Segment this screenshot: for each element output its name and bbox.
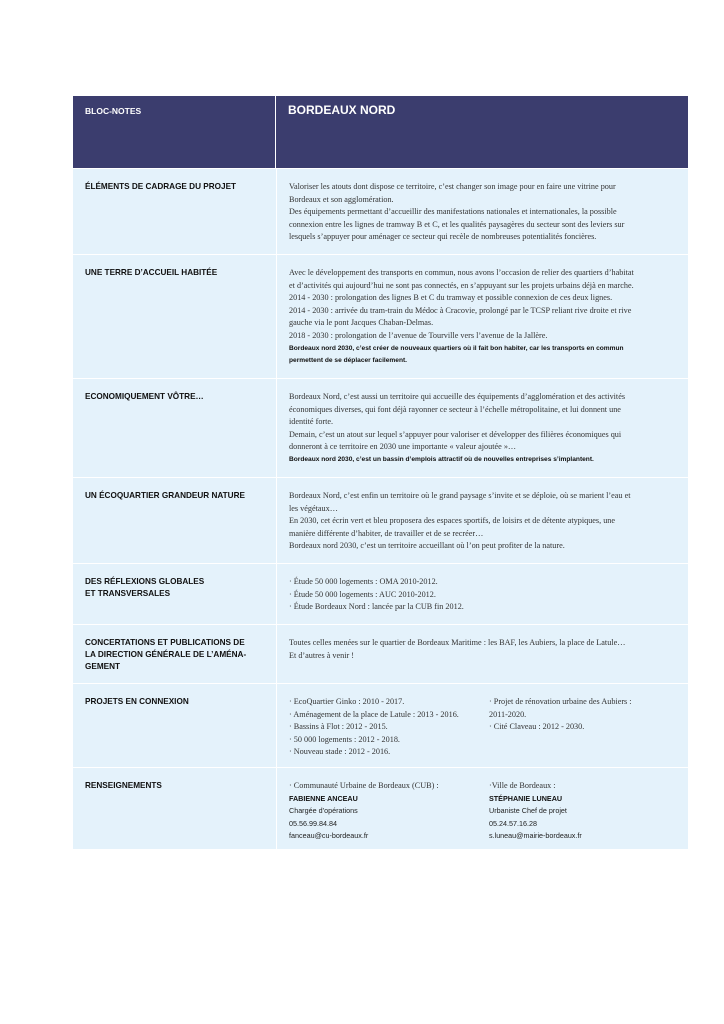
text-line: économiques diverses, qui font déjà rayonner ce secteur à l’échelle métropolitaine, et lui donnent une: [289, 404, 621, 414]
text-line: 2018 - 2030 : prolongation de l’avenue de Tourville vers l’avenue de la Jallère.: [289, 330, 548, 340]
row-label: RENSEIGNEMENTS: [73, 768, 277, 849]
list-item: · Étude 50 000 logements : AUC 2010-2012.: [289, 589, 436, 599]
contact-phone: 05.56.99.84.84: [289, 818, 337, 828]
contact-email[interactable]: fanceau@cu-bordeaux.fr: [289, 831, 369, 841]
contacts-columns: [277, 768, 688, 849]
text-line: Avec le développement des transports en commun, nous avons l’occasion de relier des quartiers d’habitat: [289, 268, 634, 277]
projets-columns: [277, 684, 688, 767]
contact-ville: [489, 780, 676, 843]
text-line: 2014 - 2030 : arrivée du tram-train du Médoc à Cracovie, prolongé par le TCSP reliant rive droite et rive: [289, 305, 632, 315]
highlight-line: Bordeaux nord 2030, c’est un bassin d’emplois attractif où de nouvelles entreprises s’implantent.: [289, 455, 594, 463]
text-line: Valoriser les atouts dont dispose ce territoire, c’est changer son image pour en faire une vitrine pour: [289, 182, 616, 191]
contact-org: ·Ville de Bordeaux :: [489, 781, 556, 790]
row-concertations: [73, 624, 688, 683]
row-cadrage: [73, 168, 688, 254]
bloc-notes-table: [73, 96, 688, 849]
row-renseignements: [73, 767, 688, 849]
text-line: Bordeaux Nord, c’est enfin un territoire où le grand paysage s’invite et se déploie, où se marient l’eau et: [289, 491, 631, 500]
row-label: UN ÉCOQUARTIER GRANDEUR NATURE: [73, 478, 277, 563]
list-item: · Étude 50 000 logements : OMA 2010-2012.: [289, 577, 438, 586]
projets-col-1: [289, 696, 489, 761]
text-line: et d’activités qui aujourd’hui ne sont pas connectés, en s’appuyant sur les projets urbains déjà en marche.: [289, 280, 634, 290]
list-item: 2011-2020.: [489, 709, 527, 719]
contact-email[interactable]: s.luneau@mairie-bordeaux.fr: [489, 831, 582, 841]
row-economie: [73, 378, 688, 477]
list-item: · 50 000 logements : 2012 - 2018.: [289, 734, 400, 744]
header-title: BORDEAUX NORD: [288, 103, 396, 117]
row-text: [277, 169, 688, 254]
text-line: lesquels s’appuyer pour aménager ce secteur qui recèle de nombreuses potentialités foncières.: [289, 232, 597, 242]
row-text: [277, 625, 688, 683]
row-text: [277, 379, 688, 477]
list-item: · EcoQuartier Ginko : 2010 - 2017.: [289, 697, 405, 706]
row-label: ECONOMIQUEMENT VÔTRE…: [73, 379, 277, 477]
row-terre-accueil: [73, 254, 688, 378]
list-item: · Projet de rénovation urbaine des Aubiers :: [489, 697, 632, 706]
text-line: Et d’autres à venir !: [289, 650, 355, 660]
text-line: Demain, c’est un atout sur lequel s’appuyer pour valoriser et développer des filières économiques qui: [289, 429, 622, 439]
text-line: gauche via le pont Jacques Chaban-Delmas.: [289, 318, 434, 328]
text-line: Bordeaux et son agglomération.: [289, 194, 394, 204]
projets-col-2: [489, 696, 676, 761]
text-line: En 2030, cet écrin vert et bleu proposera des espaces sportifs, de loisirs et de détente atypiques, une: [289, 516, 616, 526]
contact-org: · Communauté Urbaine de Bordeaux (CUB) :: [289, 781, 439, 790]
text-line: Bordeaux Nord, c’est aussi un territoire qui accueille des équipements d’agglomération et des activités: [289, 392, 626, 401]
contact-name: FABIENNE ANCEAU: [289, 793, 358, 803]
text-line: les végétaux…: [289, 503, 338, 513]
text-line: donneront à ce territoire en 2030 une importante « valeur ajoutée »…: [289, 442, 517, 452]
text-line: Bordeaux nord 2030, c’est un territoire accueillant où l’on peut profiter de la nature.: [289, 541, 565, 551]
text-line: identité forte.: [289, 417, 334, 427]
list-item: · Nouveau stade : 2012 - 2016.: [289, 747, 391, 757]
text-line: Des équipements permettant d’accueillir des manifestations nationales et internationales, la possible: [289, 207, 617, 217]
contact-cub: [289, 780, 489, 843]
row-text: [277, 478, 688, 563]
text-line: connexion entre les lignes de tramway B et C, et les qualités paysagères du secteur sont des leviers sur: [289, 219, 625, 229]
text-line: manière différente d’habiter, de travailler et de se recréer…: [289, 528, 484, 538]
list-item: · Bassins à Flot : 2012 - 2015.: [289, 722, 388, 732]
row-text: [277, 564, 688, 624]
row-ecoquartier: [73, 477, 688, 563]
text-line: Toutes celles menées sur le quartier de Bordeaux Maritime : les BAF, les Aubiers, la place de Latule…: [289, 638, 626, 647]
contact-name: STÉPHANIE LUNEAU: [489, 793, 563, 803]
row-label: DES RÉFLEXIONS GLOBALES ET TRANSVERSALES: [73, 564, 277, 624]
row-label: PROJETS EN CONNEXION: [73, 684, 277, 767]
table-header: [73, 96, 688, 168]
list-item: · Étude Bordeaux Nord : lancée par la CUB fin 2012.: [289, 602, 464, 612]
header-left-label: BLOC-NOTES: [73, 96, 276, 168]
row-label: UNE TERRE D’ACCUEIL HABITÉE: [73, 255, 277, 378]
list-item: · Cité Claveau : 2012 - 2030.: [489, 722, 585, 732]
contact-role: Chargée d’opérations: [289, 806, 358, 816]
highlight-line: permettent de se déplacer facilement.: [289, 357, 407, 365]
contact-role: Urbaniste Chef de projet: [489, 806, 567, 816]
list-item: · Aménagement de la place de Latule : 2013 - 2016.: [289, 709, 459, 719]
contact-phone: 05.24.57.16.28: [489, 818, 537, 828]
row-label: ÉLÉMENTS DE CADRAGE DU PROJET: [73, 169, 277, 254]
row-text: [277, 255, 688, 378]
row-projets: [73, 683, 688, 767]
text-line: 2014 - 2030 : prolongation des lignes B et C du tramway et possible connexion de ces deux lignes.: [289, 293, 613, 303]
row-label: CONCERTATIONS ET PUBLICATIONS DE LA DIRECTION GÉNÉRALE DE L’AMÉNA- GEMENT: [73, 625, 277, 683]
highlight-line: Bordeaux nord 2030, c’est créer de nouveaux quartiers où il fait bon habiter, car les transports en commun: [289, 344, 624, 352]
row-reflexions: [73, 563, 688, 624]
